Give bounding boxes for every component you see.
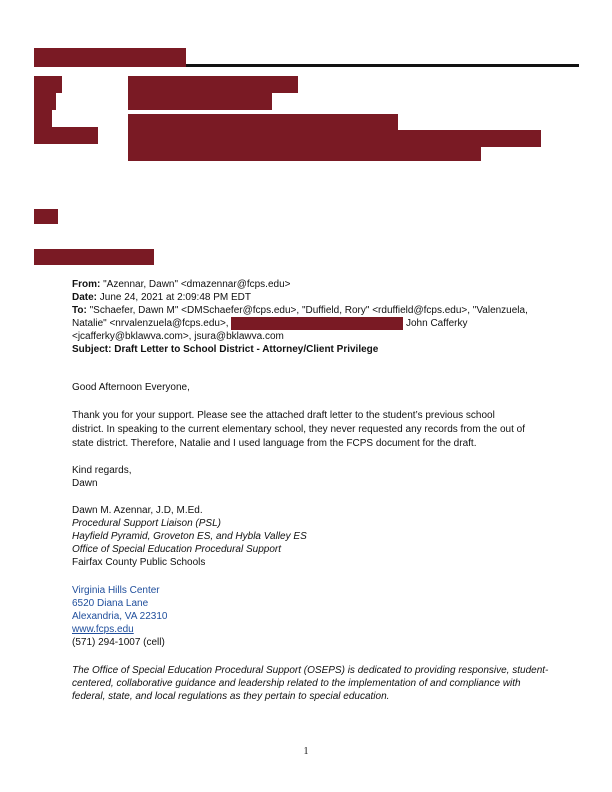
redaction-value-1 — [128, 76, 298, 93]
to-line-1 — [72, 304, 528, 317]
subject-line — [72, 343, 378, 356]
mission-line-1: The Office of Special Education Procedural Support (OSEPS) is dedicated to providing responsive, student- — [72, 665, 549, 676]
redaction-label-2 — [34, 93, 56, 110]
body-p1-line-2: district. In speaking to the current elementary school, they never requested any records from the out of — [72, 424, 526, 435]
signature-city: Alexandria, VA 22310 — [72, 611, 168, 622]
mission-line-3: federal, state, and local regulations as they pertain to special education. — [72, 691, 390, 702]
website-link[interactable]: www.fcps.edu — [72, 624, 134, 635]
redaction-value-3 — [128, 114, 398, 131]
signature-org: Fairfax County Public Schools — [72, 557, 206, 568]
mission-line-2: centered, collaborative guidance and leadership related to the implementation of and compliance with — [72, 678, 521, 689]
body-p1-line-1: Thank you for your support. Please see the attached draft letter to the student’s previous school — [72, 410, 495, 421]
body-p1-line-3: state district. Therefore, Natalie and I used language from the FCPS document for the draft. — [72, 438, 477, 449]
to-label: To: — [72, 305, 87, 316]
signature-title: Procedural Support Liaison (PSL) — [72, 518, 221, 529]
signature-building: Virginia Hills Center — [72, 585, 160, 596]
signature-phone: (571) 294-1007 (cell) — [72, 637, 165, 648]
redaction-header-title — [34, 48, 186, 67]
closing-name: Dawn — [72, 478, 98, 489]
page-number: 1 — [303, 746, 309, 757]
redaction-section — [34, 249, 154, 265]
signature-schools: Hayfield Pyramid, Groveton ES, and Hybla Valley ES — [72, 531, 307, 542]
to-line-2-end: John Cafferky — [406, 318, 468, 329]
from-line — [72, 278, 290, 291]
date-value: June 24, 2021 at 2:09:48 PM EDT — [99, 292, 252, 303]
redaction-label-3 — [34, 110, 52, 127]
to-line-2-start: Natalie" <nrvalenzuela@fcps.edu>, — [72, 318, 229, 329]
subject-value: Draft Letter to School District - Attorney/Client Privilege — [114, 344, 379, 355]
signature-name: Dawn M. Azennar, J.D, M.Ed. — [72, 505, 203, 516]
from-value: "Azennar, Dawn" <dmazennar@fcps.edu> — [103, 279, 291, 290]
redaction-small — [34, 209, 58, 224]
redaction-label-1 — [34, 76, 62, 93]
to-value-1: "Schaefer, Dawn M" <DMSchaefer@fcps.edu>, "Duffield, Rory" <rduffield@fcps.edu>, "Valenzuela, — [89, 305, 528, 316]
signature-street: 6520 Diana Lane — [72, 598, 149, 609]
subject-label: Subject: — [72, 344, 112, 355]
header-rule — [186, 64, 579, 67]
redaction-recipient — [231, 317, 403, 330]
greeting: Good Afternoon Everyone, — [72, 382, 190, 393]
to-line-3: <jcafferky@bklawva.com>, jsura@bklawva.com — [72, 331, 284, 342]
date-label: Date: — [72, 292, 98, 303]
closing: Kind regards, — [72, 465, 132, 476]
date-line — [72, 291, 251, 304]
redaction-value-2 — [128, 93, 272, 110]
from-label: From: — [72, 279, 101, 290]
redaction-value-5 — [128, 145, 481, 161]
signature-office: Office of Special Education Procedural Support — [72, 544, 282, 555]
redaction-label-4 — [34, 127, 98, 144]
